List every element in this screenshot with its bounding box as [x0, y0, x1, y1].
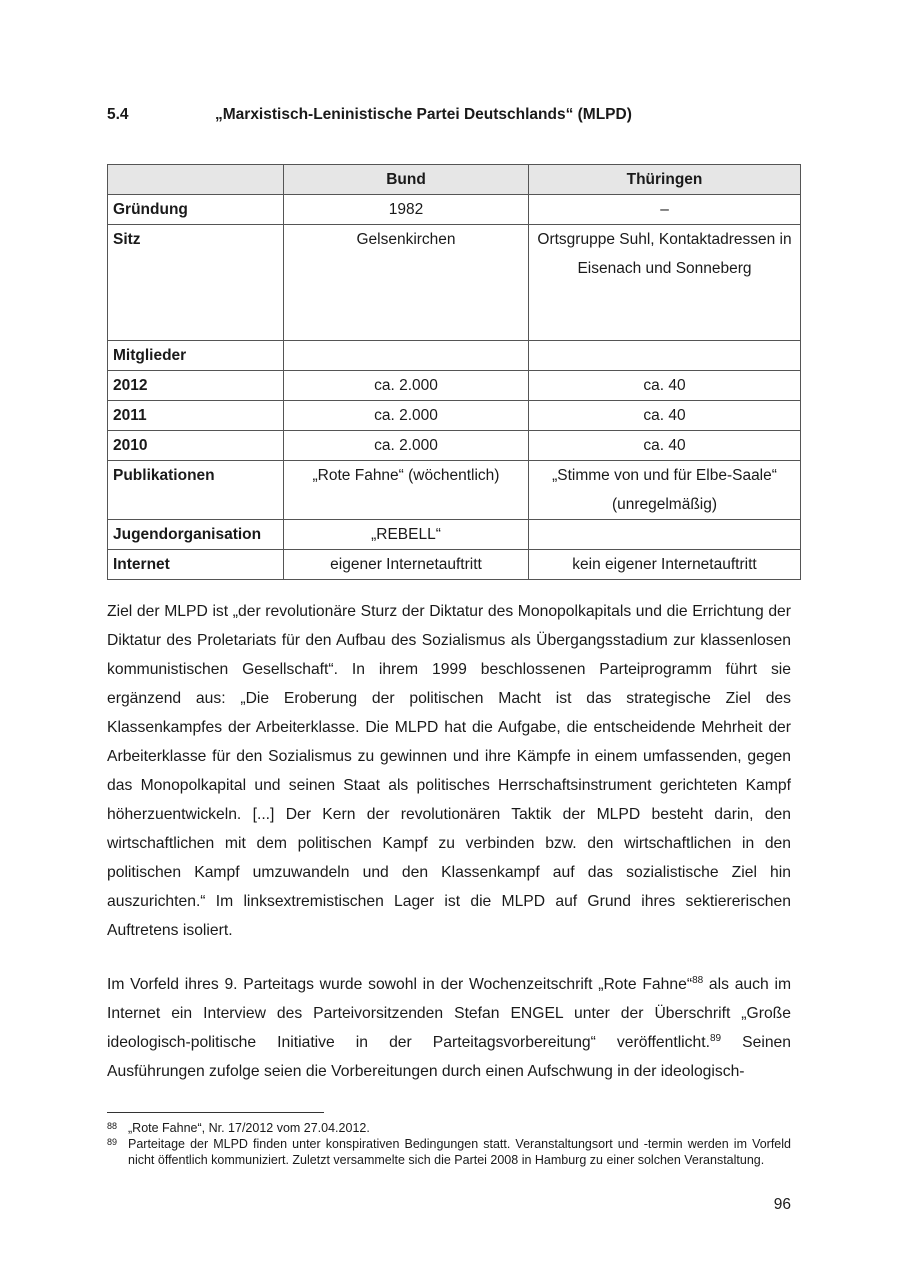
table-row: [108, 225, 801, 341]
header-cell-thueringen: Thüringen: [529, 165, 801, 195]
table-row: [108, 195, 801, 225]
table-row: [108, 401, 801, 431]
row-label: 2010: [108, 431, 284, 461]
section-heading: [107, 106, 632, 124]
cell-thueringen: Ortsgruppe Suhl, Kontaktadressen in Eisenach und Sonneberg: [529, 225, 801, 341]
table-row: [108, 371, 801, 401]
cell-bund: „Rote Fahne“ (wöchentlich): [284, 461, 529, 520]
paragraph-2-part-2: als auch im Internet ein Interview des Parteivorsitzenden Stefan ENGEL unter der Überschrift „Große ideologisch-politische Initiative in der Parteitagsvorbereitung“ veröffentlicht.: [107, 976, 792, 1051]
row-label: Publikationen: [108, 461, 284, 520]
cell-thueringen: ca. 40: [529, 431, 801, 461]
header-cell-empty: [108, 165, 284, 195]
footnote: [107, 1136, 791, 1168]
cell-bund: ca. 2.000: [284, 371, 529, 401]
paragraph-2-part-1: Im Vorfeld ihres 9. Parteitags wurde sowohl in der Wochenzeitschrift „Rote Fahne“: [107, 976, 693, 993]
cell-thueringen: „Stimme von und für Elbe-Saale“ (unregelmäßig): [529, 461, 801, 520]
cell-thueringen: [529, 520, 801, 550]
row-label: 2012: [108, 371, 284, 401]
cell-thueringen: kein eigener Internetauftritt: [529, 550, 801, 580]
footnotes: [107, 1120, 791, 1168]
party-info-table: [107, 164, 801, 580]
row-label: Jugendorganisation: [108, 520, 284, 550]
row-label: Internet: [108, 550, 284, 580]
footnote-number: 88: [107, 1121, 118, 1131]
footnote-reference-89: 89: [709, 1033, 722, 1044]
table-row: [108, 550, 801, 580]
table-row: [108, 461, 801, 520]
section-title: „Marxistisch-Leninistische Partei Deutschlands“ (MLPD): [215, 106, 632, 123]
cell-bund: eigener Internetauftritt: [284, 550, 529, 580]
table-header-row: [108, 165, 801, 195]
row-label: Sitz: [108, 225, 284, 341]
cell-thueringen: ca. 40: [529, 371, 801, 401]
cell-bund: [284, 341, 529, 371]
cell-thueringen: ca. 40: [529, 401, 801, 431]
table-row: [108, 431, 801, 461]
cell-bund: Gelsenkirchen: [284, 225, 529, 341]
table-row: [108, 520, 801, 550]
row-label: Gründung: [108, 195, 284, 225]
footnote-number: 89: [107, 1137, 118, 1147]
footnote-reference-88: 88: [692, 975, 704, 986]
paragraph-2-part-3: Seinen Ausführungen zufolge seien die Vorbereitungen durch einen Aufschwung in der ideologisch-: [107, 1034, 791, 1080]
page-number: 96: [773, 1196, 791, 1213]
cell-bund: 1982: [284, 195, 529, 225]
cell-thueringen: [529, 341, 801, 371]
footnote-separator: [107, 1112, 324, 1113]
cell-bund: ca. 2.000: [284, 401, 529, 431]
cell-thueringen: –: [529, 195, 801, 225]
body-paragraph-1: Ziel der MLPD ist „der revolutionäre Sturz der Diktatur des Monopolkapitals und die Errichtung der Diktatur des Proletariats für den Aufbau des Sozialismus als Übergangsstadium zur klassenlosen kommunistischen Gesellschaft“. In ihrem 1999 beschlossenen Parteiprogramm führt sie ergänzend aus: „Die Eroberung der politischen Macht ist das strategische Ziel des Klassenkampfes der Arbeiterklasse. Die MLPD hat die Aufgabe, die entscheidende Mehrheit der Arbeiterklasse für den Sozialismus zu gewinnen und ihre Kämpfe in einem umfassenden, gegen das Monopolkapital und seinen Staat als politisches Herrschaftsinstrument gerichteten Kampf höherzuentwickeln. [...] Der Kern der revolutionären Taktik der MLPD besteht darin, den wirtschaftlichen mit dem politischen Kampf zu verbinden bzw. den wirtschaftlichen in den politischen Kampf umzuwandeln und den Klassenkampf auf das sozialistische Ziel hin auszurichten.“ Im linksextremistischen Lager ist die MLPD auf Grund ihres sektiererischen Auftretens isoliert.: [107, 603, 791, 939]
table-row: [108, 341, 801, 371]
cell-bund: „REBELL“: [284, 520, 529, 550]
footnote-text: „Rote Fahne“, Nr. 17/2012 vom 27.04.2012.: [128, 1121, 370, 1135]
footnote: [107, 1120, 791, 1136]
section-number: 5.4: [107, 106, 129, 123]
row-label: Mitglieder: [108, 341, 284, 371]
cell-bund: ca. 2.000: [284, 431, 529, 461]
body-paragraph-2: [107, 970, 791, 1086]
header-cell-bund: Bund: [284, 165, 529, 195]
footnote-text: Parteitage der MLPD finden unter konspirativen Bedingungen statt. Veranstaltungsort und -termin werden im Vorfeld nicht öffentlich kommuniziert. Zuletzt versammelte sich die Partei 2008 in Hamburg zu einer solchen Veranstaltung.: [128, 1137, 791, 1167]
row-label: 2011: [108, 401, 284, 431]
